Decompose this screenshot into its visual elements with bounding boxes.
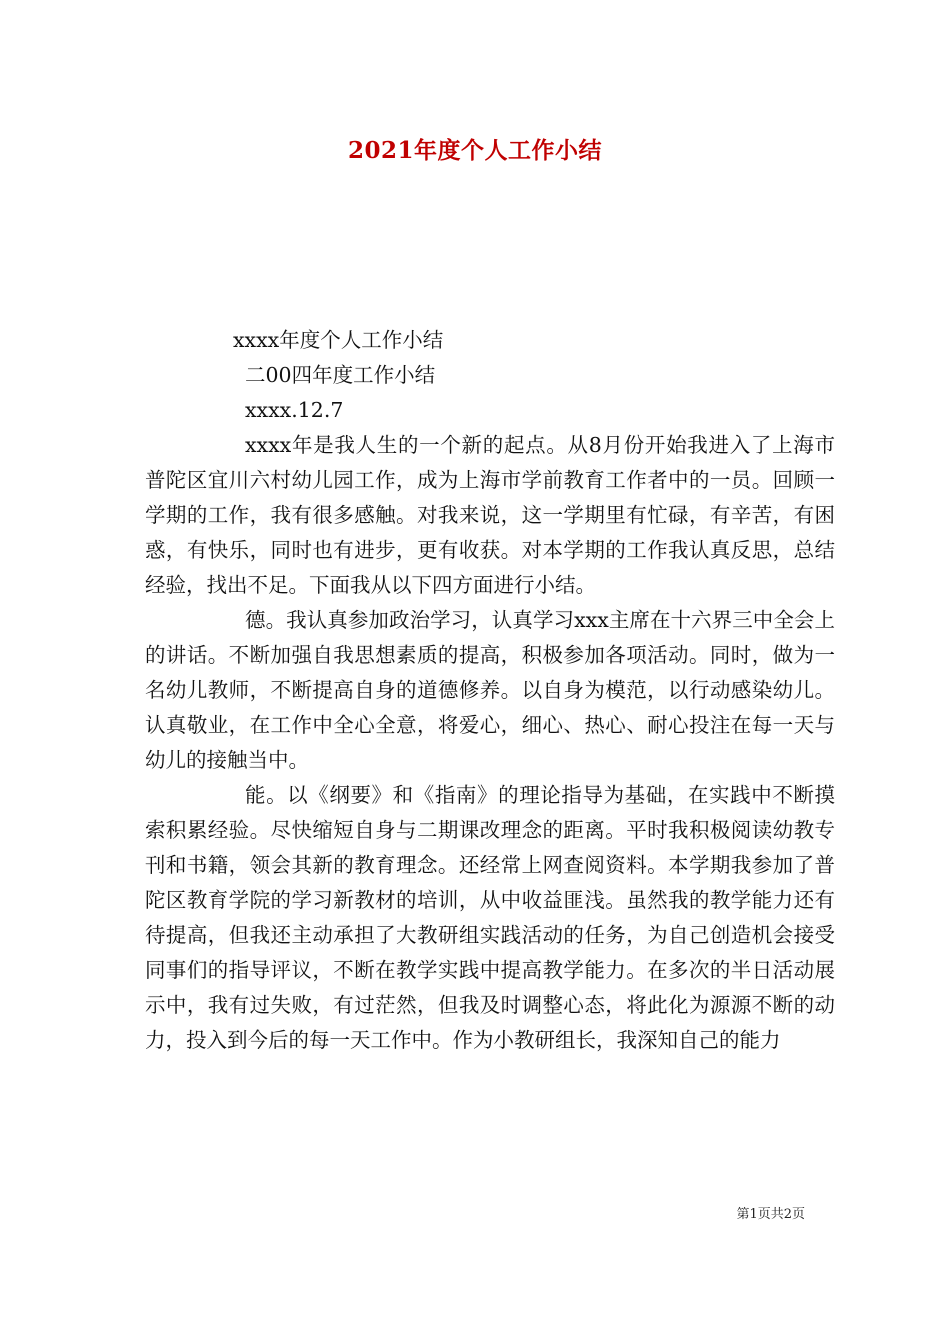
document-title: 2021年度个人工作小结 — [347, 137, 602, 164]
document-body — [145, 323, 835, 1058]
heading-line: xxxx年度个人工作小结 — [233, 328, 444, 352]
page-number-footer: 第1页共2页 — [736, 1207, 805, 1222]
paragraph-ability: 能。以《纲要》和《指南》的理论指导为基础，在实践中不断摸索积累经验。尽快缩短自身与二期课改理念的距离。平时我积极阅读幼教专刊和书籍，领会其新的教育理念。还经常上网查阅资料。本学期我参加了普陀区教育学院的学习新教材的培训，从中收益匪浅。虽然我的教学能力还有待提高，但我还主动承担了大教研组实践活动的任务，为自己创造机会接受同事们的指导评议，不断在教学实践中提高教学能力。在多次的半日活动展示中，我有过失败，有过茫然，但我及时调整心态，将此化为源源不断的动力，投入到今后的每一天工作中。作为小教研组长，我深知自己的能力 — [145, 783, 835, 1052]
date-line: xxxx.12.7 — [245, 398, 344, 422]
paragraph-morality: 德。我认真参加政治学习，认真学习xxx主席在十六界三中全会上的讲话。不断加强自我思想素质的提高，积极参加各项活动。同时，做为一名幼儿教师，不断提高自身的道德修养。以自身为模范，以行动感染幼儿。认真敬业，在工作中全心全意，将爱心，细心、热心、耐心投注在每一天与幼儿的接触当中。 — [145, 608, 835, 772]
paragraph-intro: xxxx年是我人生的一个新的起点。从8月份开始我进入了上海市普陀区宜川六村幼儿园工作，成为上海市学前教育工作者中的一员。回顾一学期的工作，我有很多感触。对我来说，这一学期里有忙碌，有辛苦，有困惑，有快乐，同时也有进步，更有收获。对本学期的工作我认真反思，总结经验，找出不足。下面我从以下四方面进行小结。 — [145, 433, 835, 597]
subheading-line: 二00四年度工作小结 — [245, 363, 436, 387]
